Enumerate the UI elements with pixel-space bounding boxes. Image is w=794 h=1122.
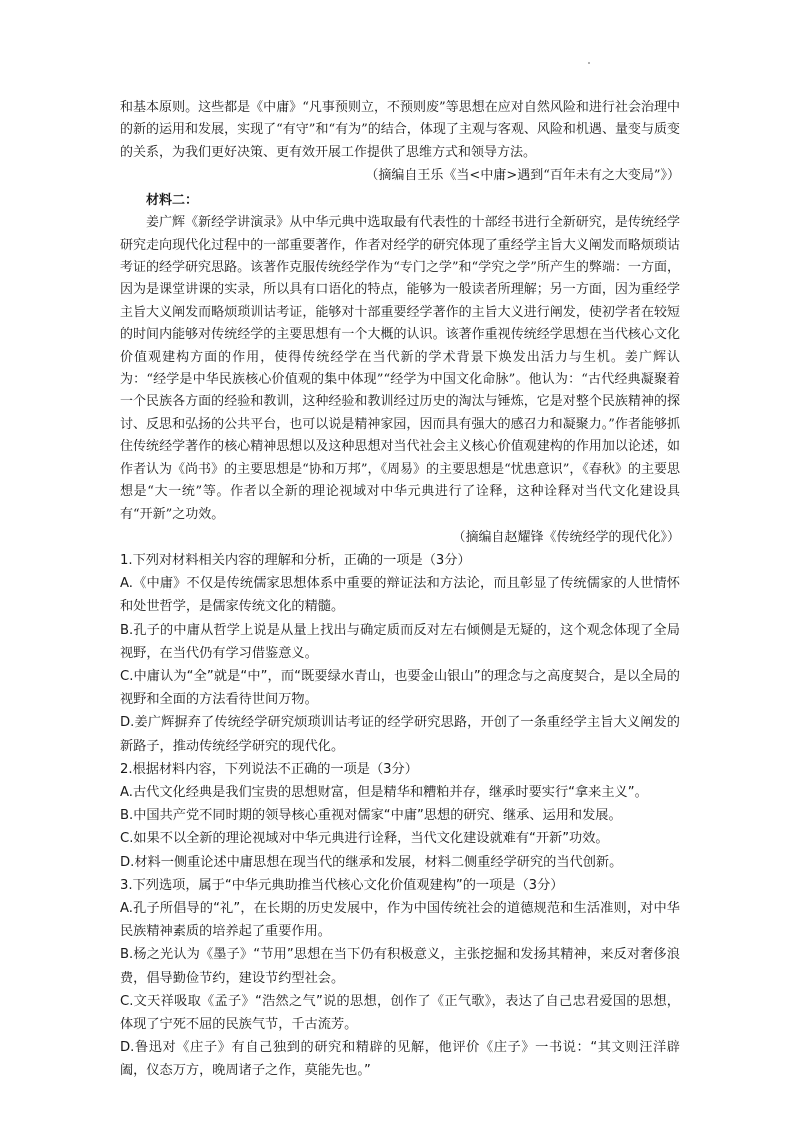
- question-stem: 3.下列选项，属于“中华元典助推当代核心文化价值观建构”的一项是（3分）: [120, 877, 564, 893]
- material1-tail-paragraph: 和基本原则。这些都是《中庸》“凡事预则立，不预则废”等思想在应对自然风险和进行社会治理中的新的运用和发展，实现了“有守”和“有为”的结合，体现了主观与客观、风险和机遇、量变与质变的关系，为我们更好决策、更有效开展工作提供了思维方式和领导方法。: [120, 100, 680, 160]
- question-1: [120, 549, 680, 758]
- question-3: [120, 874, 680, 1083]
- option-d: D.姜广辉摒弃了传统经学研究烦琐训诂考证的经学研究思路，开创了一条重经学主旨大义阐发的新路子，推动传统经学研究的现代化。: [120, 715, 680, 754]
- option-b: B.孔子的中庸从哲学上说是从量上找出与确定质而反对左右倾侧是无疑的，这个观念体现了全局视野，在当代仍有学习借鉴意义。: [120, 622, 680, 661]
- option-c: C.如果不以全新的理论视域对中华元典进行诠释，当代文化建设就难有“开新”功效。: [120, 831, 609, 847]
- option-d: D.材料一侧重论述中庸思想在现当代的继承和发展，材料二侧重经学研究的当代创新。: [120, 854, 623, 870]
- scan-dot: [588, 62, 590, 64]
- option-a: A.孔子所倡导的“礼”，在长期的历史发展中，作为中国传统社会的道德规范和生活准则，对中华民族精神素质的培养起了重要作用。: [120, 900, 680, 940]
- option-a: A.《中庸》不仅是传统儒家思想体系中重要的辩证法和方法论，而且彰显了传统儒家的人世情怀和处世哲学，是儒家传统文化的精髓。: [120, 576, 680, 615]
- material2-paragraph: 姜广辉《新经学讲演录》从中华元典中选取最有代表性的十部经书进行全新研究，是传统经学研究走向现代化过程中的一部重要著作，作者对经学的研究体现了重经学主旨大义阐发而略烦琐诂考证的经学研究思路。该著作克服传统经学作为“专门之学”和“学究之学”所产生的弊端：一方面，因为是课堂讲课的实录，所以具有口语化的特点，能够为一般读者所理解；另一方面，因为重经学主旨大义阐发而略烦琐训诂考证，能够对十部重要经学著作的主旨大义进行阐发，使初学者在较短的时间内能够对传统经学的主要思想有一个大概的认识。该著作重视传统经学思想在当代核心文化价值观建构方面的作用，使得传统经学在当代新的学术背景下焕发出活力与生机。姜广辉认为：“经学是中华民族核心价值观的集中体现”“经学为中国文化命脉”。他认为：“古代经典凝聚着一个民族各方面的经验和教训，这种经验和教训经过历史的淘汰与锤炼，它是对整个民族精神的探讨、反思和弘扬的公共平台，也可以说是精神家园，因而具有强大的感召力和凝聚力。”作者能够抓住传统经学著作的核心精神思想以及这种思想对当代社会主义核心价值观建构的作用加以论述，如作者认为《尚书》的主要思想是“协和万邦”，《周易》的主要思想是“忧患意识”，《春秋》的主要思想是“大一统”等。作者以全新的理论视域对中华元典进行了诠释，这种诠释对当代文化建设具有“开新”之功效。: [120, 215, 680, 522]
- option-b: B.中国共产党不同时期的领导核心重视对儒家“中庸”思想的研究、继承、运用和发展。: [120, 808, 622, 824]
- question-stem: 1.下列对材料相关内容的理解和分析，正确的一项是（3分）: [120, 552, 471, 568]
- option-b: B.杨之光认为《墨子》“节用”思想在当下仍有积极意义，主张挖掘和发扬其精神，来反对奢侈浪费，倡导勤俭节约，建设节约型社会。: [120, 947, 680, 986]
- material2-source: （摘编自赵耀锋《传统经学的现代化》）: [452, 529, 680, 545]
- option-d: D.鲁迅对《庄子》有自己独到的研究和精辟的见解，他评价《庄子》一书说：“其文则汪洋辟阖，仪态万方，晚周诸子之作，莫能先也。”: [120, 1040, 680, 1079]
- option-a: A.古代文化经典是我们宝贵的思想财富，但是精华和糟粕并存，继承时要实行“拿来主义”。: [120, 784, 648, 800]
- option-c: C.文天祥吸取《孟子》“浩然之气”说的思想，创作了《正气歌》，表达了自己忠君爱国的思想，体现了宁死不屈的民族气节，千古流芳。: [120, 993, 680, 1032]
- question-stem: 2.根据材料内容，下列说法不正确的一项是（3分）: [120, 761, 418, 777]
- material1-source: （摘编自王乐《当<中庸>遇到“百年未有之大变局”》）: [365, 168, 680, 184]
- material2-heading: 材料二：: [146, 193, 199, 209]
- option-c: C.中庸认为“全”就是“中”，而“既要绿水青山，也要金山银山”的理念与之高度契合，是以全局的视野和全面的方法看待世间万物。: [120, 668, 680, 708]
- page-content: [120, 97, 680, 1083]
- question-2: [120, 758, 680, 874]
